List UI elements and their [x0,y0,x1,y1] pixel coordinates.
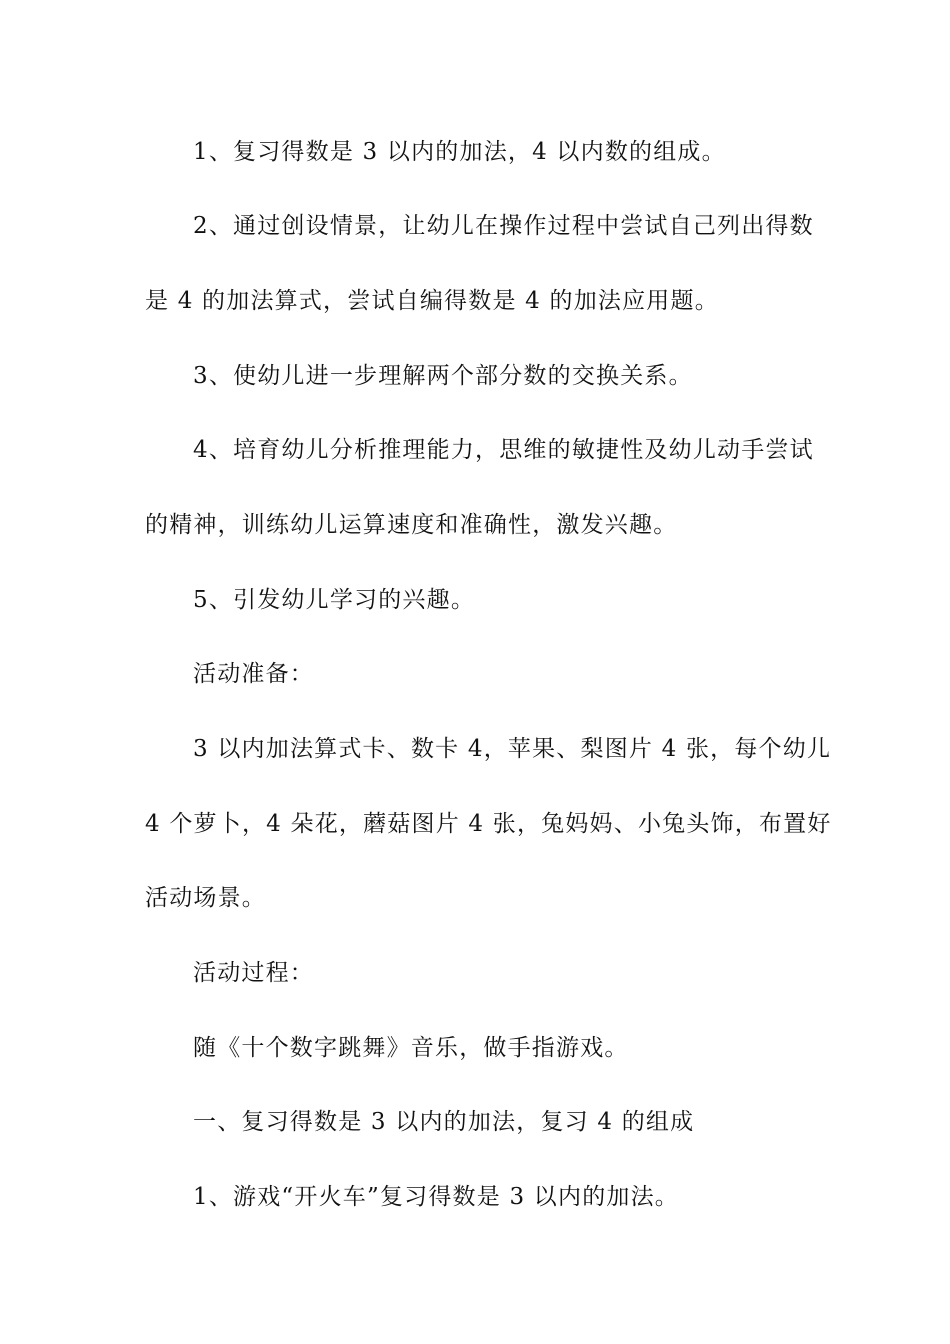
objective-3: 3、使幼儿进一步理解两个部分数的交换关系。 [193,363,693,389]
objective-4-line-2: 的精神，训练幼儿运算速度和准确性，激发兴趣。 [145,512,678,538]
process-step-1-item-1: 1、游戏“开火车”复习得数是 3 以内的加法。 [193,1184,680,1210]
objective-4-line-1: 4、培育幼儿分析推理能力，思维的敏捷性及幼儿动手尝试 [193,437,814,463]
objective-2-line-2: 是 4 的加法算式，尝试自编得数是 4 的加法应用题。 [145,288,719,314]
process-step-1-heading: 一、复习得数是 3 以内的加法，复习 4 的组成 [193,1109,695,1135]
preparation-line-3: 活动场景。 [145,885,266,911]
objective-5: 5、引发幼儿学习的兴趣。 [193,587,476,613]
preparation-line-1: 3 以内加法算式卡、数卡 4，苹果、梨图片 4 张，每个幼儿 [193,736,832,762]
objective-2-line-1: 2、通过创设情景，让幼儿在操作过程中尝试自己列出得数 [193,213,814,239]
process-intro: 随《十个数字跳舞》音乐，做手指游戏。 [193,1035,629,1061]
section-heading-process: 活动过程： [193,960,314,986]
section-heading-preparation: 活动准备： [193,661,314,687]
objective-1: 1、复习得数是 3 以内的加法，4 以内数的组成。 [193,139,726,165]
preparation-line-2: 4 个萝卜，4 朵花，蘑菇图片 4 张，兔妈妈、小兔头饰，布置好 [145,811,832,837]
